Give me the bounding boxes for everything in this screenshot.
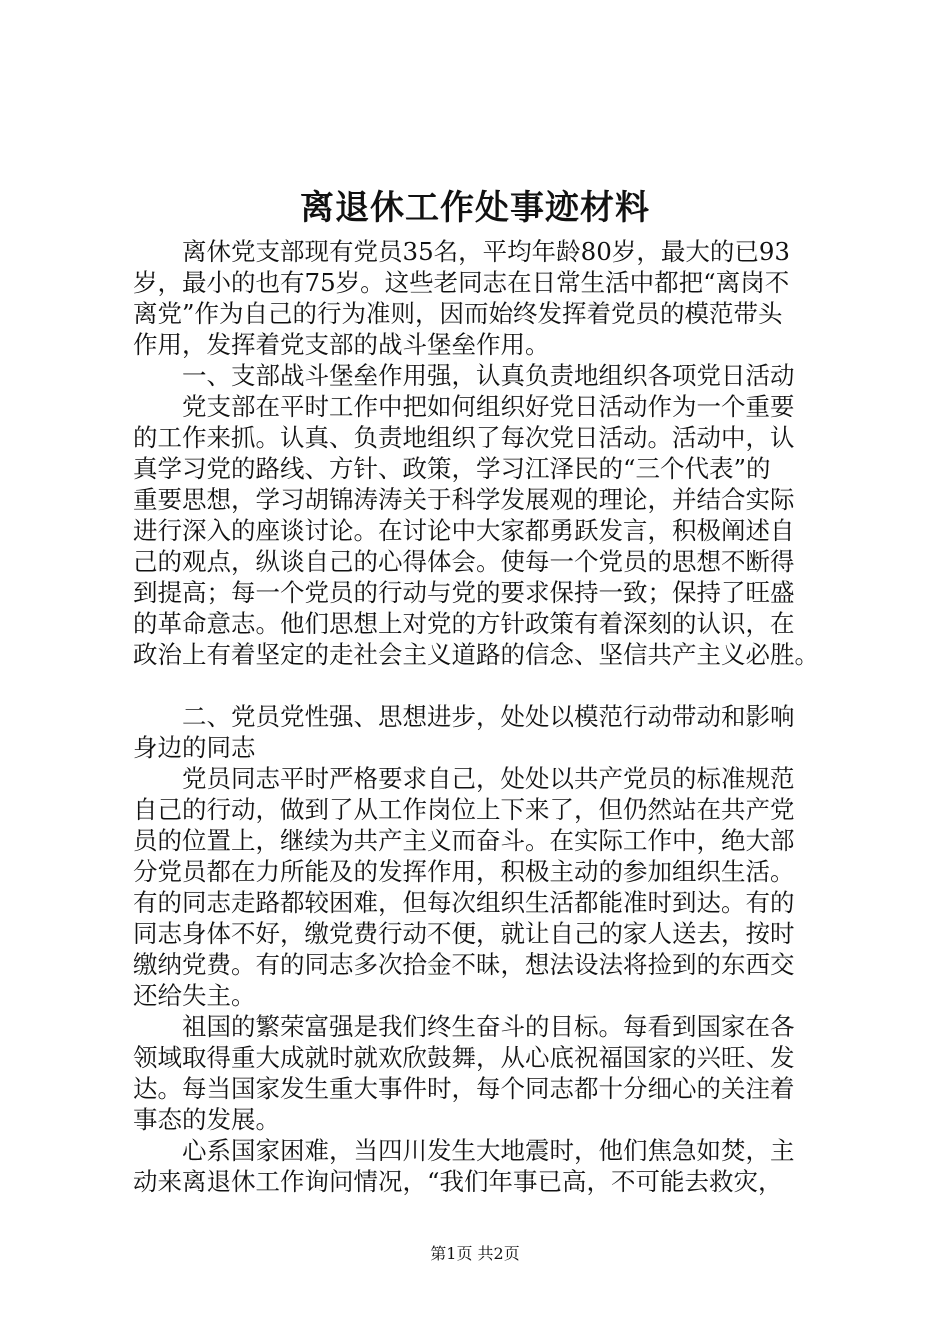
body-line: 有的同志走路都较困难，但每次组织生活都能准时到达。有的	[133, 888, 795, 917]
body-line: 岁，最小的也有75岁。这些老同志在日常生活中都把“离岗不	[133, 268, 790, 297]
body-line: 事态的发展。	[133, 1105, 280, 1134]
body-line: 党支部在平时工作中把如何组织好党日活动作为一个重要	[133, 392, 795, 421]
body-line: 员的位置上，继续为共产主义而奋斗。在实际工作中，绝大部	[133, 826, 795, 855]
section-heading: 身边的同志	[133, 733, 256, 762]
body-line: 到提高；每一个党员的行动与党的要求保持一致；保持了旺盛	[133, 578, 795, 607]
body-line: 达。每当国家发生重大事件时，每个同志都十分细心的关注着	[133, 1074, 795, 1103]
body-line: 还给失主。	[133, 981, 256, 1010]
body-line: 同志身体不好，缴党费行动不便，就让自己的家人送去，按时	[133, 919, 795, 948]
section-heading: 二、党员党性强、思想进步，处处以模范行动带动和影响	[133, 702, 795, 731]
section-heading: 一、支部战斗堡垒作用强，认真负责地组织各项党日活动	[133, 361, 795, 390]
body-line: 自己的行动，做到了从工作岗位上下来了，但仍然站在共产党	[133, 795, 795, 824]
body-line: 重要思想，学习胡锦涛涛关于科学发展观的理论，并结合实际	[133, 485, 795, 514]
body-line: 真学习党的路线、方针、政策，学习江泽民的“三个代表”的	[133, 454, 771, 483]
body-line: 的革命意志。他们思想上对党的方针政策有着深刻的认识，在	[133, 609, 795, 638]
document-title: 离退休工作处事迹材料	[300, 188, 650, 228]
body-line: 领域取得重大成就时就欢欣鼓舞，从心底祝福国家的兴旺、发	[133, 1043, 795, 1072]
body-line: 的工作来抓。认真、负责地组织了每次党日活动。活动中，认	[133, 423, 795, 452]
body-line: 分党员都在力所能及的发挥作用，积极主动的参加组织生活。	[133, 857, 795, 886]
body-line: 心系国家困难，当四川发生大地震时，他们焦急如焚，主	[133, 1136, 795, 1165]
body-line: 己的观点，纵谈自己的心得体会。使每一个党员的思想不断得	[133, 547, 795, 576]
page-number: 第1页 共2页	[430, 1244, 520, 1263]
body-line: 政治上有着坚定的走社会主义道路的信念、坚信共产主义必胜。	[133, 640, 819, 669]
body-line: 缴纳党费。有的同志多次拾金不昧，想法设法将捡到的东西交	[133, 950, 795, 979]
body-line: 作用，发挥着党支部的战斗堡垒作用。	[133, 330, 550, 359]
body-line: 动来离退休工作询问情况，“我们年事已高，不可能去救灾，	[133, 1167, 783, 1196]
body-line: 祖国的繁荣富强是我们终生奋斗的目标。每看到国家在各	[133, 1012, 795, 1041]
body-line: 离休党支部现有党员35名，平均年龄80岁，最大的已93	[133, 237, 791, 266]
body-line: 离党”作为自己的行为准则，因而始终发挥着党员的模范带头	[133, 299, 783, 328]
body-line: 党员同志平时严格要求自己，处处以共产党员的标准规范	[133, 764, 795, 793]
body-line: 进行深入的座谈讨论。在讨论中大家都勇跃发言，积极阐述自	[133, 516, 795, 545]
